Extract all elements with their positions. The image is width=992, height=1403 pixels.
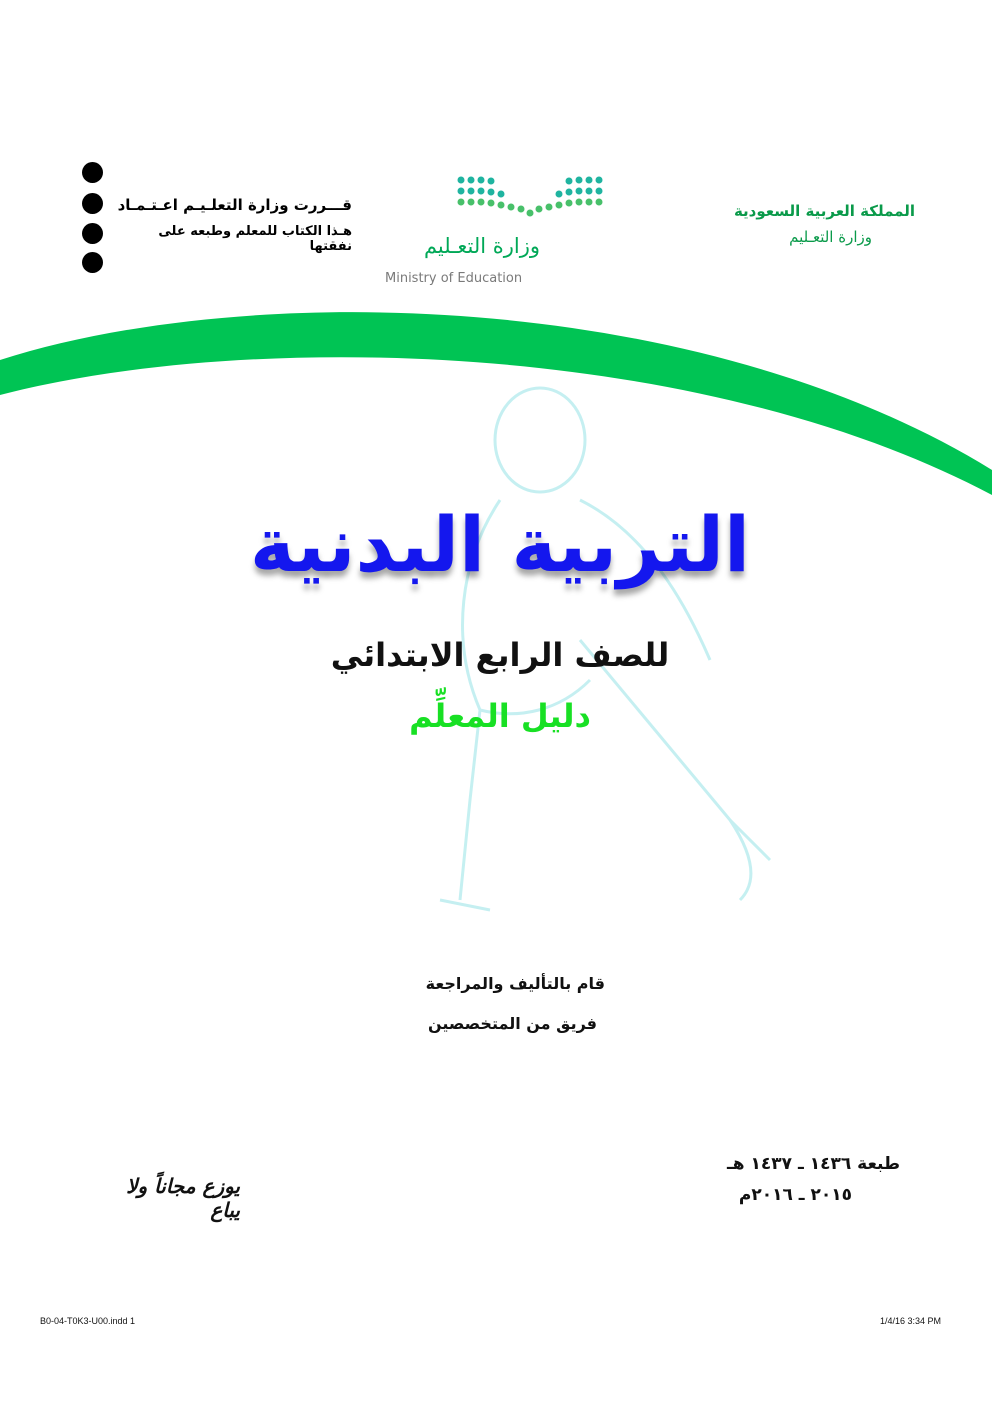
kingdom-ministry: وزارة التعـليم [789, 228, 872, 246]
bullet-dot-3 [82, 223, 103, 244]
green-arc [0, 300, 992, 500]
kingdom-name: المملكة العربية السعودية [733, 202, 915, 220]
ministry-logo-icon [455, 175, 605, 217]
book-title: التربية البدنية [249, 500, 751, 589]
footer-file: B0-04-T0K3-U00.indd 1 [40, 1316, 136, 1326]
approval-line-2: هـذا الكتاب للمعلم وطبعه على نفقتها [158, 224, 352, 254]
distribution-note: يوزع مجاناً ولا يباع [126, 1174, 240, 1222]
bullet-dot-2 [82, 193, 103, 214]
approval-note [112, 196, 352, 254]
book-grade: للصف الرابع الابتدائي [330, 636, 670, 674]
approval-line-1: قـــررت وزارة التعلـيـم اعـتـمـاد [117, 196, 352, 214]
authors-line-2: فريق من المتخصصين [427, 1014, 597, 1033]
edition-gregorian: ٢٠١٥ ـ ٢٠١٦م [738, 1185, 852, 1205]
bullet-dot-1 [82, 162, 103, 183]
edition-hijri: طبعة ١٤٣٦ ـ ١٤٣٧ هـ [727, 1154, 900, 1174]
bullet-dot-4 [82, 252, 103, 273]
book-guide: دليل المعلِّم [409, 697, 591, 735]
footer-timestamp: 1/4/16 3:34 PM [880, 1316, 942, 1326]
ministry-logo-english: Ministry of Education [385, 271, 523, 286]
ministry-logo-arabic: وزارة التعـليم [423, 234, 540, 258]
authors-line-1: قام بالتأليف والمراجعة [425, 974, 605, 993]
